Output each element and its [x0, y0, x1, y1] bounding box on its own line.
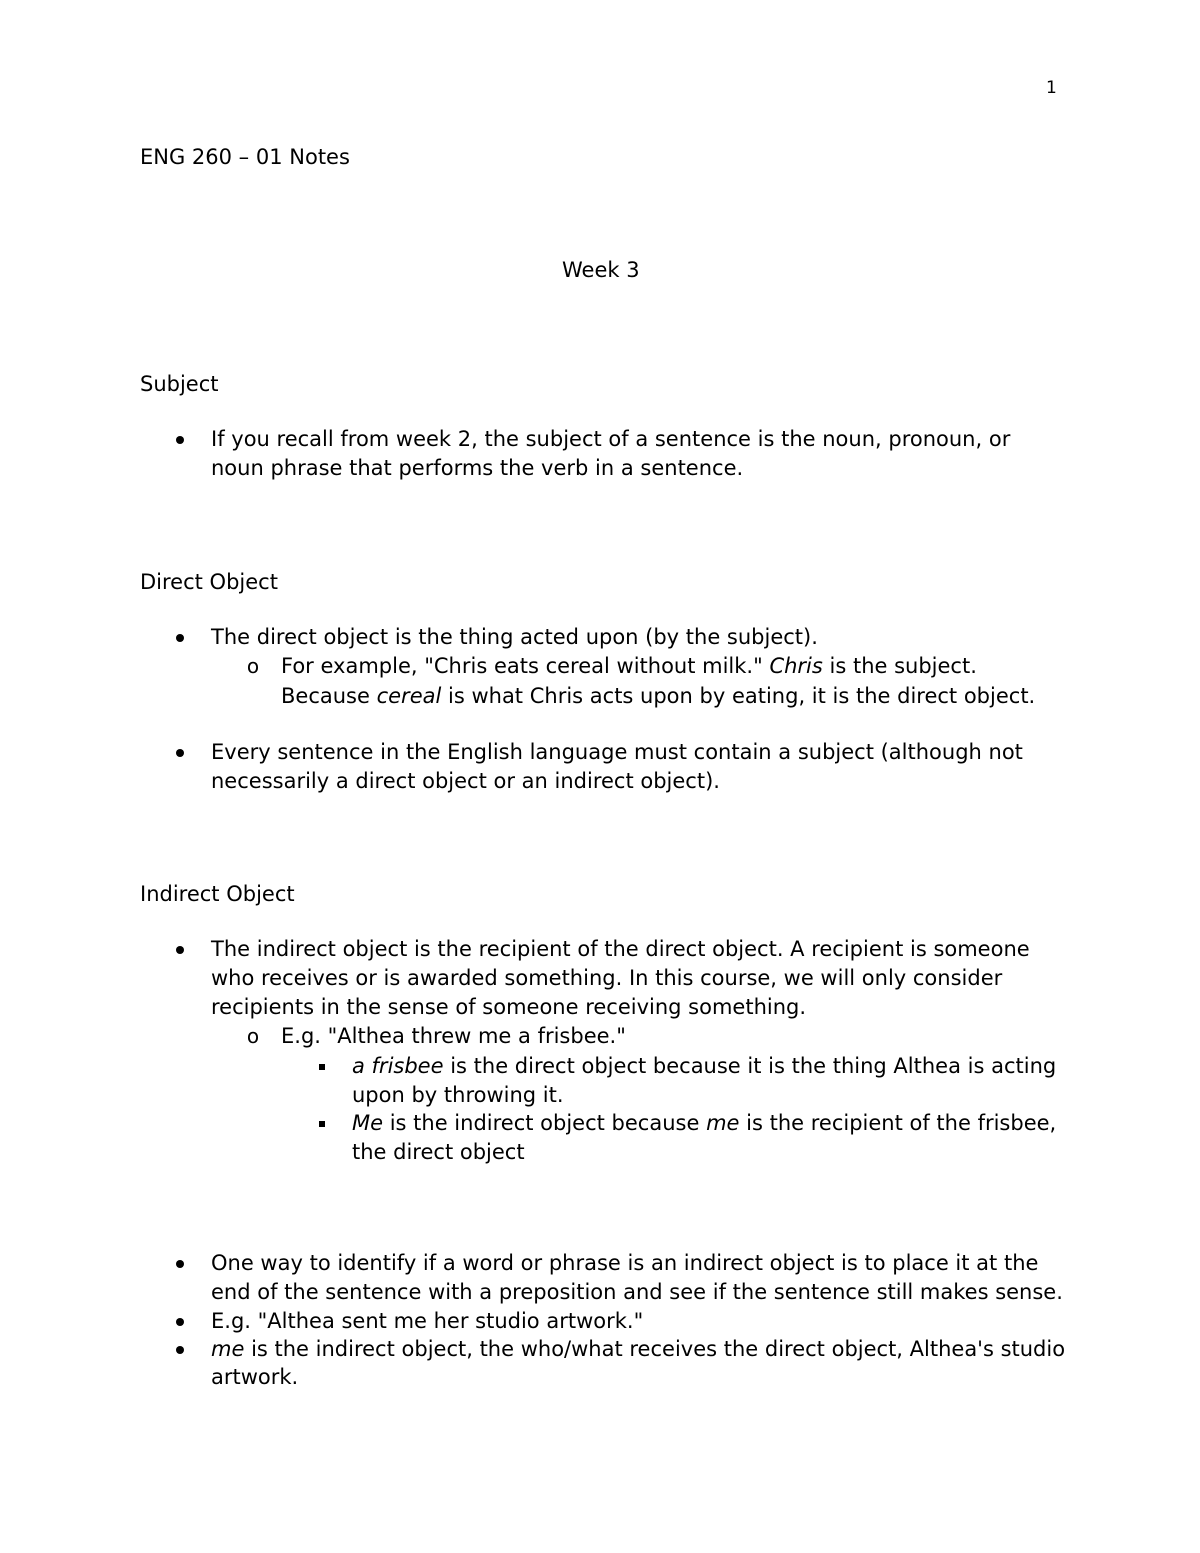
bullet-icon — [170, 738, 190, 767]
direct-object-example-line2: Because cereal is what Chris acts upon by eating, it is the direct object. — [281, 684, 1036, 708]
indirect-object-bullet2-line2: end of the sentence with a preposition and see if the sentence still makes sense. — [211, 1280, 1063, 1304]
course-title: ENG 260 – 01 Notes — [140, 145, 350, 169]
direct-object-bullet2-line1: Every sentence in the English language must contain a subject (although not — [211, 740, 1023, 764]
bullet-icon — [170, 935, 190, 964]
week-title: Week 3 — [562, 258, 640, 282]
indirect-object-example: E.g. "Althea threw me a frisbee." — [281, 1024, 626, 1048]
direct-object-example-line1: For example, "Chris eats cereal without milk." Chris is the subject. — [281, 654, 977, 678]
subject-bullet-line2: noun phrase that performs the verb in a sentence. — [211, 456, 744, 480]
subject-bullet-line1: If you recall from week 2, the subject of a sentence is the noun, pronoun, or — [211, 427, 1011, 451]
indirect-object-subsub1-line1: a frisbee is the direct object because it is the thing Althea is acting — [352, 1054, 1057, 1078]
bullet-icon — [170, 1307, 190, 1336]
circle-bullet-icon: o — [246, 1024, 260, 1048]
indirect-object-subsub1-line2: upon by throwing it. — [352, 1083, 564, 1107]
indirect-object-bullet3: E.g. "Althea sent me her studio artwork." — [211, 1309, 644, 1333]
bullet-icon — [170, 623, 190, 652]
page-number: 1 — [1046, 78, 1057, 98]
bullet-icon — [170, 1335, 190, 1364]
indirect-object-subsub2-line1: Me is the indirect object because me is the recipient of the frisbee, — [352, 1111, 1057, 1135]
square-bullet-icon — [312, 1109, 332, 1138]
indirect-object-bullet2-line1: One way to identify if a word or phrase is an indirect object is to place it at the — [211, 1251, 1039, 1275]
indirect-object-bullet1-line1: The indirect object is the recipient of the direct object. A recipient is someone — [211, 937, 1030, 961]
indirect-object-bullet1-line2: who receives or is awarded something. In this course, we will only consider — [211, 966, 1003, 990]
direct-object-heading: Direct Object — [140, 570, 278, 594]
bullet-icon — [170, 1249, 190, 1278]
indirect-object-bullet1-line3: recipients in the sense of someone receiving something. — [211, 995, 807, 1019]
direct-object-bullet1: The direct object is the thing acted upon (by the subject). — [211, 625, 818, 649]
indirect-object-subsub2-line2: the direct object — [352, 1140, 525, 1164]
direct-object-bullet2-line2: necessarily a direct object or an indirect object). — [211, 769, 720, 793]
circle-bullet-icon: o — [246, 654, 260, 678]
indirect-object-bullet4-line1: me is the indirect object, the who/what receives the direct object, Althea's studio — [211, 1337, 1066, 1361]
indirect-object-bullet4-line2: artwork. — [211, 1365, 299, 1389]
bullet-icon — [170, 425, 190, 454]
subject-heading: Subject — [140, 372, 219, 396]
indirect-object-heading: Indirect Object — [140, 882, 295, 906]
square-bullet-icon — [312, 1052, 332, 1081]
